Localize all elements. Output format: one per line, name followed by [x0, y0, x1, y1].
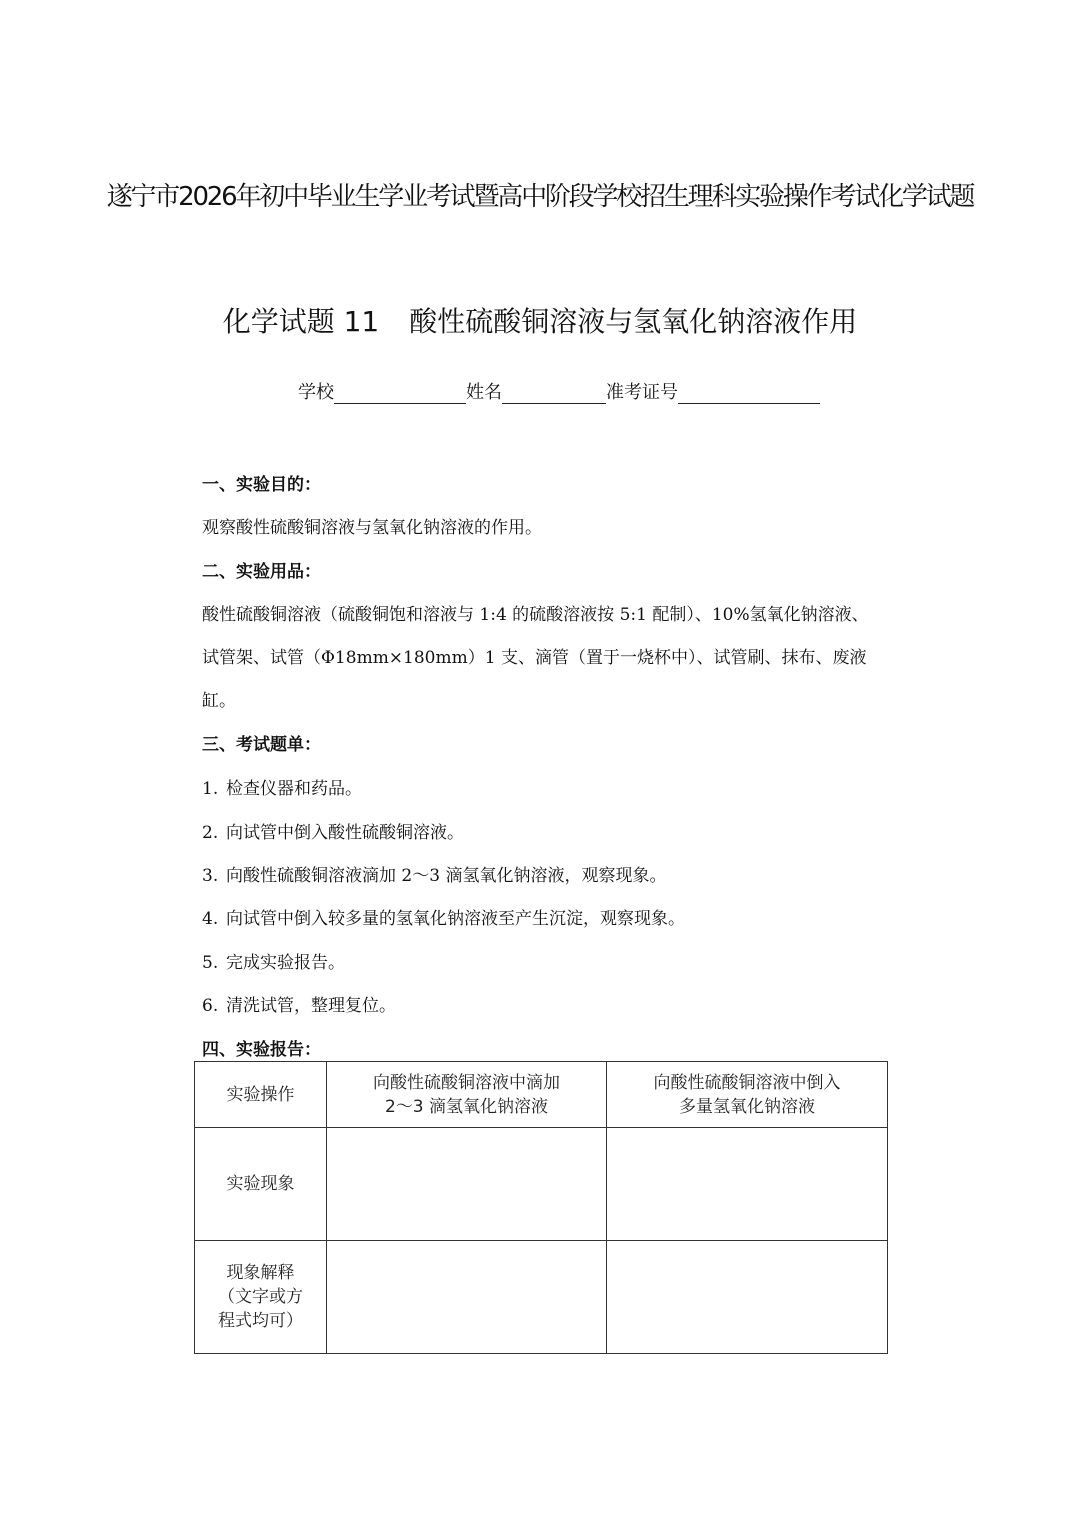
answer-cell-explanation-excess[interactable]: [607, 1241, 888, 1354]
materials-line: 缸。: [202, 691, 236, 711]
task-item: [202, 818, 464, 843]
task-number: 1.: [202, 779, 219, 799]
task-number: 5.: [202, 953, 219, 973]
admission-number-blank[interactable]: [678, 383, 820, 404]
answer-cell-explanation-few[interactable]: [327, 1241, 607, 1354]
report-heading: 四、实验报告：: [202, 1040, 321, 1060]
row-label-explanation: [195, 1241, 327, 1354]
report-table-row-explanation: [195, 1241, 888, 1354]
materials-line: 酸性硫酸铜溶液（硫酸铜饱和溶液与 1:4 的硫酸溶液按 5:1 配制）、10%氢氧化钠溶液、: [202, 605, 869, 625]
exam-topic: 酸性硫酸铜溶液与氢氧化钠溶液作用: [409, 305, 858, 338]
name-label: 姓名: [466, 382, 502, 403]
row-label-line: 现象解释: [226, 1263, 295, 1283]
task-text: 清洗试管，整理复位。: [226, 996, 396, 1016]
purpose-text: 观察酸性硫酸铜溶液与氢氧化钠溶液的作用。: [202, 518, 542, 538]
task-text: 完成实验报告。: [226, 953, 345, 973]
name-blank[interactable]: [502, 383, 606, 404]
exam-title: [0, 300, 1080, 340]
report-table: [194, 1061, 888, 1354]
header-cell-line: 2～3 滴氢氧化钠溶液: [384, 1096, 549, 1117]
answer-cell-phenomenon-excess[interactable]: [607, 1128, 888, 1241]
tasks-heading: 三、考试题单：: [202, 735, 321, 755]
task-item: [202, 861, 666, 886]
candidate-info-line: [298, 378, 820, 404]
task-item: [202, 948, 345, 973]
task-item: [202, 991, 396, 1016]
purpose-heading: 一、实验目的：: [202, 475, 321, 495]
task-number: 4.: [202, 909, 219, 929]
task-item: [202, 774, 362, 799]
task-number: 6.: [202, 996, 219, 1016]
header-cell-pour-excess: [607, 1062, 888, 1128]
school-label: 学校: [298, 382, 334, 403]
id-label: 准考证号: [606, 382, 678, 403]
task-text: 检查仪器和药品。: [226, 779, 362, 799]
task-text: 向试管中倒入酸性硫酸铜溶液。: [226, 823, 464, 843]
materials-line: 试管架、试管（Φ18mm×180mm）1 支、滴管（置于一烧杯中）、试管刷、抹布、废液: [202, 648, 867, 668]
exam-number: 化学试题 11: [222, 305, 380, 338]
task-number: 3.: [202, 866, 219, 886]
header-cell-operation: 实验操作: [195, 1062, 327, 1128]
header-cell-drip-few: [327, 1062, 607, 1128]
row-label-phenomenon: 实验现象: [195, 1128, 327, 1241]
document-header-title: 遂宁市2026年初中毕业生学业考试暨高中阶段学校招生理科实验操作考试化学试题: [106, 182, 974, 212]
task-item: [202, 904, 685, 929]
task-number: 2.: [202, 823, 219, 843]
header-cell-line: 向酸性硫酸铜溶液中倒入: [653, 1072, 841, 1093]
row-label-line: 程式均可）: [218, 1311, 303, 1331]
report-table-header-row: [195, 1062, 888, 1128]
materials-heading: 二、实验用品：: [202, 562, 321, 582]
answer-cell-phenomenon-few[interactable]: [327, 1128, 607, 1241]
school-blank[interactable]: [334, 383, 466, 404]
row-label-line: （文字或方: [218, 1287, 303, 1307]
task-text: 向试管中倒入较多量的氢氧化钠溶液至产生沉淀，观察现象。: [226, 909, 685, 929]
header-cell-line: 多量氢氧化钠溶液: [679, 1096, 815, 1117]
header-cell-line: 向酸性硫酸铜溶液中滴加: [373, 1072, 560, 1093]
report-table-row-phenomenon: [195, 1128, 888, 1241]
task-text: 向酸性硫酸铜溶液滴加 2～3 滴氢氧化钠溶液，观察现象。: [226, 866, 667, 886]
